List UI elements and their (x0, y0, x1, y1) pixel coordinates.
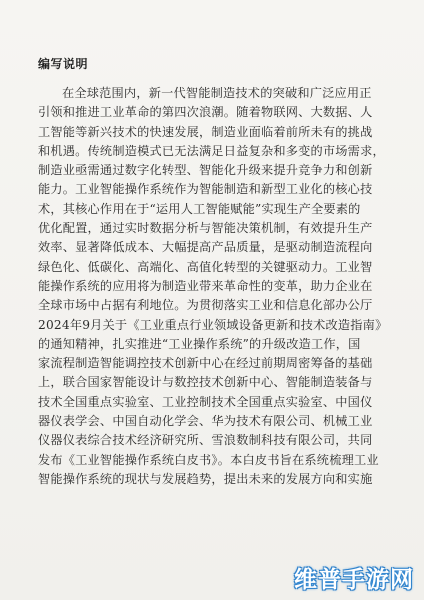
body-line: 全球市场中占据有利地位。为贯彻落实工业和信息化部办公厅 (38, 298, 373, 313)
body-line: 能力。工业智能操作系统作为智能制造和新型工业化的核心技 (38, 182, 373, 197)
body-line: 工智能等新兴技术的快速发展，制造业面临着前所未有的挑战 (38, 124, 373, 139)
body-line: 效率、显著降低成本、大幅提高产品质量，是驱动制造流程向 (38, 240, 373, 255)
body-line: 上，联合国家智能设计与数控技术创新中心、智能制造装备与 (38, 375, 373, 390)
watermark-text: 维普手游网 (294, 567, 414, 593)
body-line: 器仪表学会、中国自动化学会、华为技术有限公司、机械工业 (38, 414, 373, 429)
body-line: 智能操作系统的现状与发展趋势，提出未来的发展方向和实施 (38, 471, 373, 486)
body-line: 技术全国重点实验室、工业控制技术全国重点实验室、中国仪 (38, 394, 373, 409)
body-line: 2024年9月关于《工业重点行业领域设备更新和技术改造指南》 (38, 317, 388, 332)
body-line: 引领和推进工业革命的第四次浪潮。随着物联网、大数据、人 (38, 105, 373, 120)
body-line: 优化配置，通过实时数据分析与智能决策机制，有效提升生产 (38, 221, 373, 236)
body-line: 在全球范围内，新一代智能制造技术的突破和广泛应用正 (62, 86, 372, 100)
body-line: 能操作系统的应用将为制造业带来革命性的变革，助力企业在 (38, 278, 373, 293)
body-line: 术，其核心作用在于“运用人工智能赋能”实现生产全要素的 (38, 201, 361, 216)
body-line: 绿色化、低碳化、高端化、高值化转型的关键驱动力。工业智 (38, 259, 373, 274)
body-line: 仪器仪表综合技术经济研究所、雪浪数制科技有限公司，共同 (38, 433, 373, 448)
body-line: 和机遇。传统制造模式已无法满足日益复杂和多变的市场需求， (38, 143, 385, 158)
body-text (38, 84, 388, 489)
body-line: 制造业亟需通过数字化转型、智能化升级来提升竞争力和创新 (38, 163, 373, 178)
site-watermark (294, 561, 414, 594)
section-heading: 编写说明 (38, 57, 89, 71)
body-line: 的通知精神，扎实推进“工业操作系统”的升级改造工作，国 (38, 336, 361, 351)
body-line: 家流程制造智能调控技术创新中心在经过前期周密筹备的基础 (38, 356, 373, 371)
body-line: 发布《工业智能操作系统白皮书》。本白皮书旨在系统梳理工业 (38, 452, 379, 467)
